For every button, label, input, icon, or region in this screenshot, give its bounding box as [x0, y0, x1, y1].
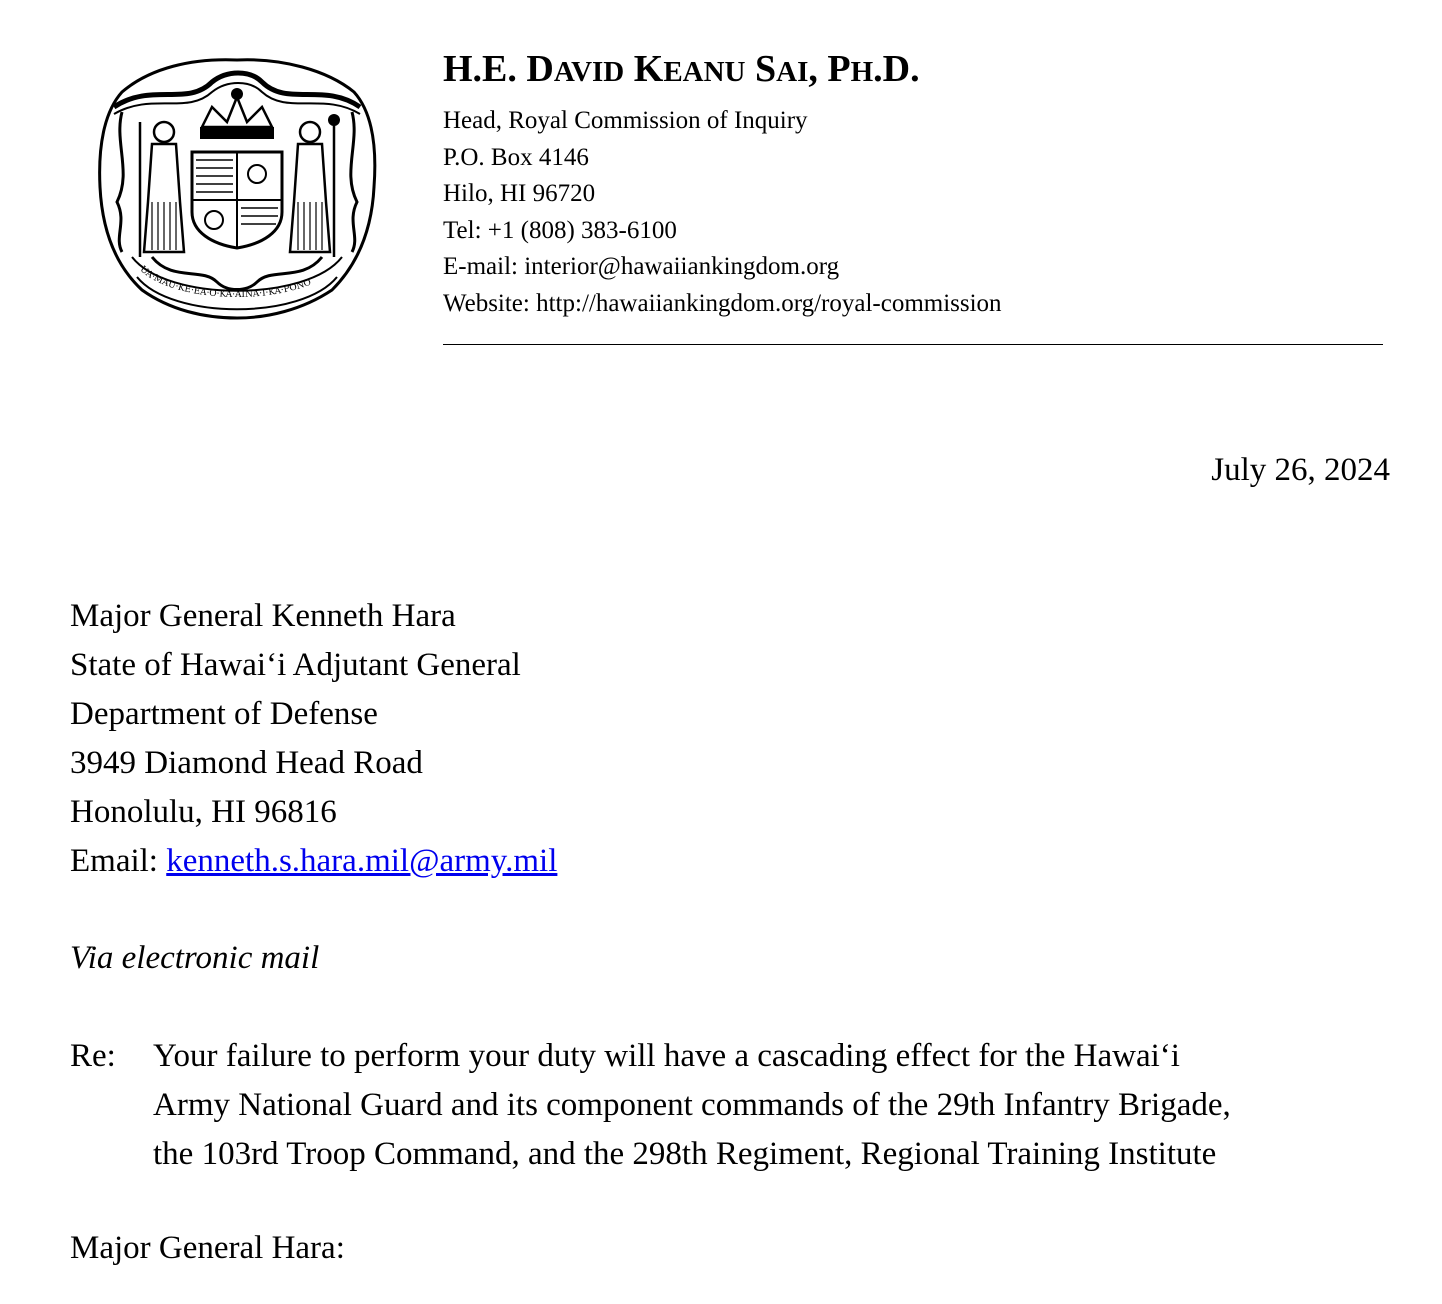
subject-label: Re: [70, 1038, 116, 1074]
recipient-title: State of Hawaiʻi Adjutant General [70, 647, 521, 683]
subject-line: the 103rd Troop Command, and the 298th Regiment, Regional Training Institute [153, 1136, 1217, 1172]
sender-title: Head, Royal Commission of Inquiry [443, 107, 808, 134]
delivery-method: Via electronic mail [70, 940, 320, 976]
letterhead-divider [443, 344, 1383, 345]
sender-phone: Tel: +1 (808) 383-6100 [443, 216, 677, 244]
subject-line: Your failure to perform your duty will have a cascading effect for the Hawaiʻi [153, 1038, 1180, 1074]
recipient-street: 3949 Diamond Head Road [70, 745, 423, 781]
recipient-name: Major General Kenneth Hara [70, 598, 456, 634]
sender-email: E-mail: interior@hawaiiankingdom.org [443, 253, 840, 280]
sender-website: Website: http://hawaiiankingdom.org/royal-commission [443, 289, 1002, 317]
sender-po-box: P.O. Box 4146 [443, 143, 589, 171]
recipient-city: Honolulu, HI 96816 [70, 794, 337, 830]
recipient-address [70, 592, 557, 886]
svg-text:UA·MAU·KE·EA·O·KA·AINA·I·KA·PO: UA·MAU·KE·EA·O·KA·AINA·I·KA·PONO [137, 264, 313, 301]
sender-name: H.E. DAVID KEANU SAI, PH.D. [443, 48, 920, 90]
subject-text [153, 1032, 1383, 1179]
sender-city: Hilo, HI 96720 [443, 180, 596, 207]
letter-date: July 26, 2024 [1211, 452, 1390, 488]
coat-of-arms-seal [92, 52, 382, 322]
recipient-email-label: Email: [70, 843, 167, 879]
salutation: Major General Hara: [70, 1230, 345, 1266]
recipient-email-line [70, 837, 557, 886]
letterhead [443, 44, 1383, 322]
recipient-email-link[interactable]: kenneth.s.hara.mil@army.mil [166, 843, 558, 879]
recipient-department: Department of Defense [70, 696, 378, 732]
subject-line: Army National Guard and its component commands of the 29th Infantry Brigade, [153, 1087, 1231, 1123]
coat-of-arms-icon [92, 52, 382, 322]
